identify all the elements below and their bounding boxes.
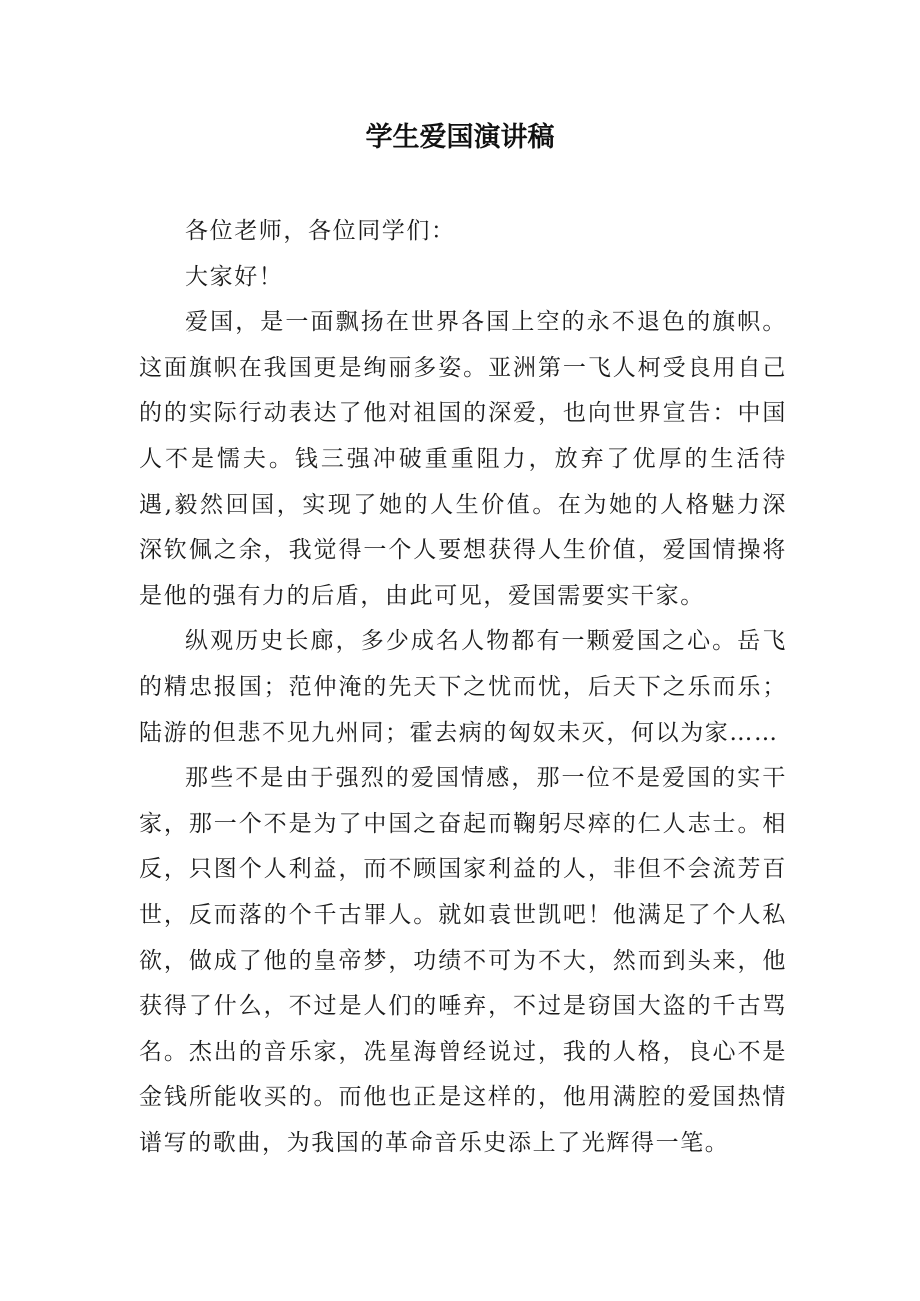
document-body — [139, 209, 787, 1166]
body-paragraph-2: 纵观历史长廊，多少成名人物都有一颗爱国之心。岳飞的精忠报国；范仲淹的先天下之忧而忧，后天下之乐而乐；陆游的但悲不见九州同；霍去病的匈奴未灭，何以为家…… — [139, 628, 787, 746]
greeting-paragraph: 大家好！ — [185, 263, 284, 290]
body-paragraph-1: 爱国，是一面飘扬在世界各国上空的永不退色的旗帜。这面旗帜在我国更是绚丽多姿。亚洲第一飞人柯受良用自己的的实际行动表达了他对祖国的深爱，也向世界宣告：中国人不是懦夫。钱三强冲破重重阻力，放弃了优厚的生活待遇,毅然回国，实现了她的人生价值。在为她的人格魅力深深钦佩之余，我觉得一个人要想获得人生价值，爱国情操将是他的强有力的后盾，由此可见，爱国需要实干家。 — [139, 309, 787, 609]
salutation-paragraph: 各位老师，各位同学们： — [185, 218, 456, 244]
body-paragraph-3: 那些不是由于强烈的爱国情感，那一位不是爱国的实干家，那一个不是为了中国之奋起而鞠躬尽瘁的仁人志士。相反，只图个人利益，而不顾国家利益的人，非但不会流芳百世，反而落的个千古罪人。就如袁世凯吧！他满足了个人私欲，做成了他的皇帝梦，功绩不可为不大，然而到头来，他获得了什么，不过是人们的唾弃，不过是窃国大盗的千古骂名。杰出的音乐家，冼星海曾经说过，我的人格，良心不是金钱所能收买的。而他也正是这样的，他用满腔的爱国热情谱写的歌曲，为我国的革命音乐史添上了光辉得一笔。 — [139, 765, 787, 1156]
document-title: 学生爱国演讲稿 — [365, 122, 555, 153]
